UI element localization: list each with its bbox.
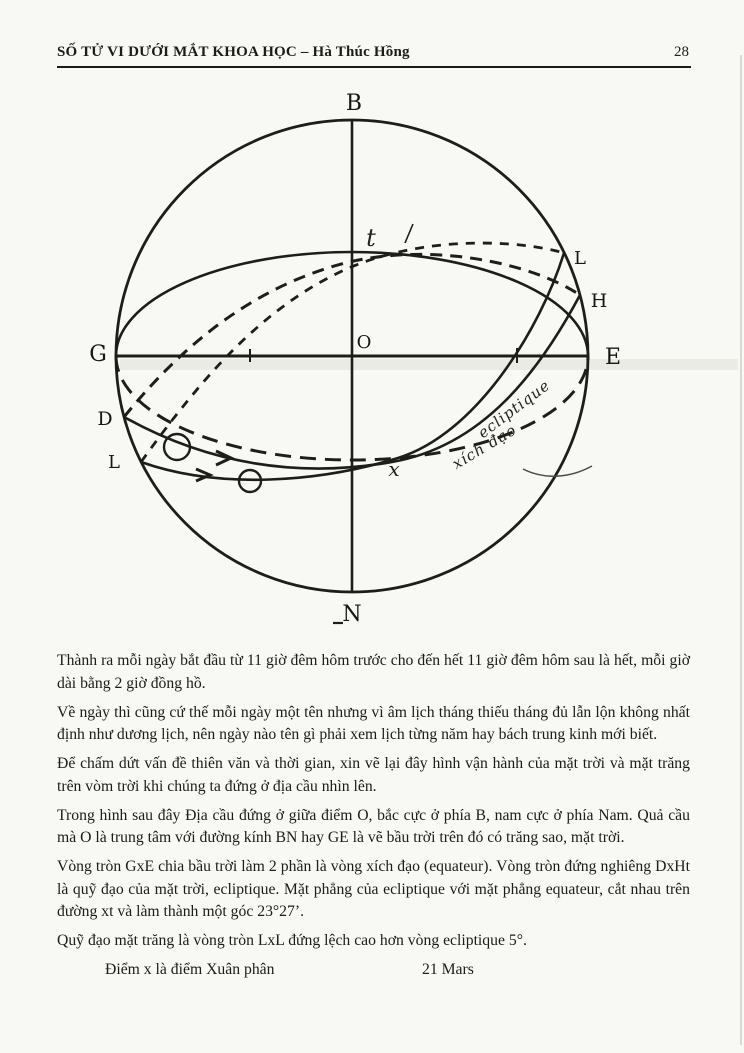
label-x: x: [388, 457, 400, 481]
pen-mark: [405, 224, 413, 243]
label-l-upper: L: [574, 248, 586, 269]
page-number: 28: [674, 44, 689, 60]
sun-symbol: [164, 434, 190, 460]
annotation-ecliptique: ecliptique: [474, 376, 554, 442]
label-d: D: [97, 408, 113, 430]
footer-line: [57, 959, 690, 983]
label-g: G: [89, 342, 107, 367]
label-t: t: [366, 224, 376, 252]
paragraph: Về ngày thì cũng cứ thế mỗi ngày một tên nhưng vì âm lịch tháng thiếu tháng đủ lẫn lộn không nhất định như dương lịch, nên ngày nào tên gì phải xem lịch từng năm hay bách trung kinh mới biết.: [57, 703, 690, 743]
paragraph: Để chấm dứt vấn đề thiên văn và thời gian, xin vẽ lại đây hình vận hành của mặt trời và mặt trăng trên vòm trời khi chúng ta đứng ở địa cầu nhìn lên.: [57, 755, 690, 795]
scan-band: [120, 359, 738, 370]
label-l-lower: L: [108, 452, 120, 473]
paragraph: Vòng tròn GxE chia bầu trời làm 2 phần là vòng xích đạo (equateur). Vòng tròn đứng nghiêng DxHt là quỹ đạo của mặt trời, ecliptique. Mặt phẳng của ecliptique với mặt phẳng equateur, cắt nhau trên đường xt và làm thành một góc 23°27’.: [57, 858, 690, 920]
paragraph: Trong hình sau đây Địa cầu đứng ở giữa điểm O, bắc cực ở phía B, nam cực ở phía Nam. Quả cầu mà O là trung tâm với đường kính BN hay GE là vẽ bầu trời trên đó có trăng sao, mặt trời.: [57, 806, 690, 846]
label-b: B: [345, 91, 363, 116]
label-n: N: [342, 602, 362, 627]
paragraph: Thành ra mỗi ngày bắt đầu từ 11 giờ đêm hôm trước cho đến hết 11 giờ đêm hôm sau là hết, mỗi giờ dài bằng 2 giờ đồng hồ.: [57, 652, 690, 692]
book-title: SỐ TỬ VI DƯỚI MẮT KHOA HỌC – Hà Thúc Hồng: [57, 44, 410, 60]
label-e: E: [604, 345, 622, 370]
annotation-xich-dao: xích đạo: [449, 420, 520, 473]
footnote-date: 21 Mars: [422, 961, 474, 978]
footnote-equinox: Điểm x là điểm Xuân phân: [105, 961, 275, 978]
paragraph: Quỹ đạo mặt trăng là vòng tròn LxL đứng lệch cao hơn vòng ecliptique 5°.: [57, 932, 527, 949]
label-h: H: [590, 290, 608, 312]
label-o: O: [356, 332, 372, 353]
body-text: [57, 650, 690, 983]
